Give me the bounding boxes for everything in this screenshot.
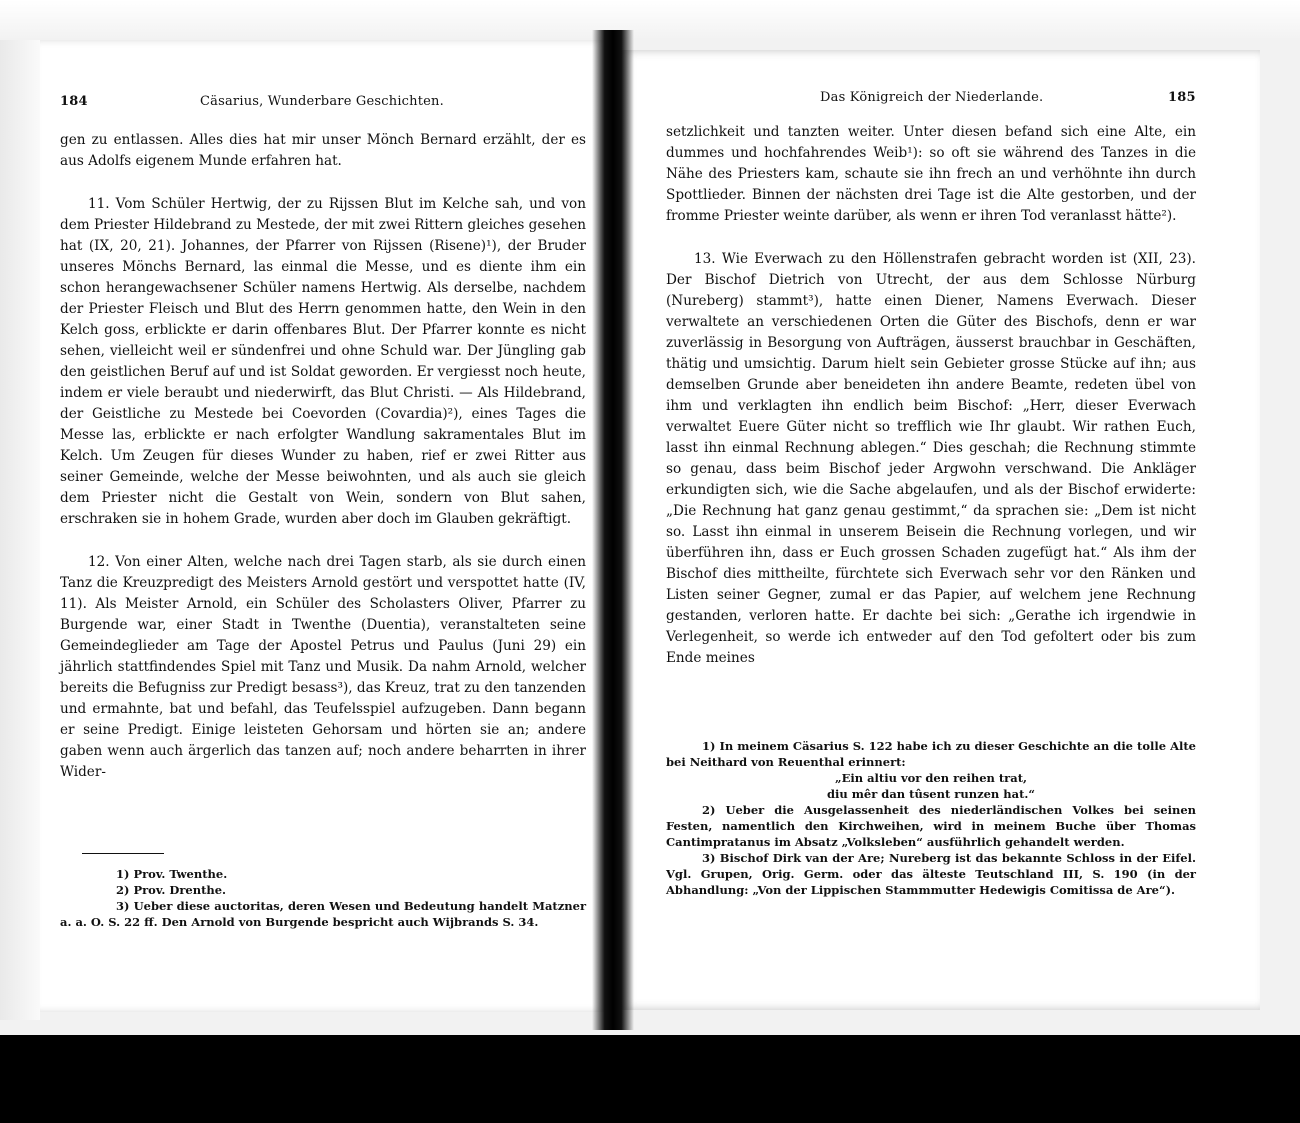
left-page: [40, 40, 608, 1012]
footnote: 3) Ueber diese auctoritas, deren Wesen und Bedeutung handelt Matzner a. a. O. S. 22 ff. Den Arnold von Burgende bespricht auch Wijbrands S. 34.: [60, 899, 586, 929]
footnote: 2) Prov. Drenthe.: [116, 883, 227, 897]
left-footnotes: [60, 866, 586, 930]
footnote-verse: diu mêr dan tûsent runzen hat.“: [826, 787, 1036, 801]
footnote: 1) Prov. Twenthe.: [116, 867, 228, 881]
book-gutter: [592, 30, 634, 1030]
left-paragraph: gen zu entlassen. Alles dies hat mir unser Mönch Bernard erzählt, der es aus Adolfs eigenem Munde erfahren hat.: [60, 132, 586, 169]
footnote-rule: [82, 853, 164, 854]
right-paragraph: 13. Wie Everwach zu den Höllenstrafen gebracht worden ist (XII, 23). Der Bischof Dietrich von Utrecht, der aus dem Schlosse Nürburg (Nureberg) stammt³), hatte einen Diener, Namens Everwach. Dieser verwaltete an verschiedenen Orten die Güter des Bischofs, denn er war zuverlässig in Besorgung von Aufträgen, äusserst brauchbar in Geschäften, thätig und umsichtig. Darum hielt sein Gebieter grosse Stücke auf ihn; aus demselben Grunde aber beneideten ihn andere Beamte, redeten übel von ihm und verklagten ihn endlich beim Bischof: „Herr, dieser Everwach verwaltet Euere Güter nicht so trefflich wie Ihr glaubt. Wir rathen Euch, lasst ihn einmal Rechnung ablegen.“ Dies geschah; die Rechnung stimmte so genau, dass beim Bischof jeder Argwohn verschwand. Die Ankläger erkundigten sich, wie die Sache abgelaufen, und als der Bischof erwiderte: „Die Rechnung hat ganz genau gestimmt,“ da sprachen sie: „Dem ist nicht so. Lasst ihn einmal in unserem Beisein die Rechnung vorlegen, und wir überführen ihn, dass er Euch grossen Schaden zugefügt hat.“ Als ihm der Bischof dies mittheilte, fürchtete sich Everwach sehr vor den Ränken und Listen seiner Gegner, zumal er das Papier, auf welchem jene Rechnung gestanden, verloren hatte. Er dachte bei sich: „Gerathe ich irgendwie in Verlegenheit, so werde ich entweder auf den Tod gefoltert oder bis zum Ende meines: [666, 251, 1196, 666]
left-text-column: [60, 130, 586, 783]
right-page: [620, 50, 1260, 1010]
right-footnotes: [666, 738, 1196, 898]
right-page-number: 185: [1168, 90, 1196, 105]
footnote: 1) In meinem Cäsarius S. 122 habe ich zu dieser Geschichte an die tolle Alte bei Neithard von Reuenthal erinnert:: [666, 739, 1196, 769]
bottom-black-band: [0, 1035, 1300, 1123]
left-page-edge: [0, 40, 40, 1020]
right-paragraph: setzlichkeit und tanzten weiter. Unter diesen befand sich eine Alte, ein dummes und hochfahrendes Weib¹): so oft sie während des Tanzes in die Nähe des Priesters kam, schaute sie ihn frech an und verhöhnte ihn durch Spottlieder. Binnen der nächsten drei Tage ist die Alte gestorben, und der fromme Priester weinte darüber, als wenn er ihren Tod veranlasst hätte²).: [666, 124, 1196, 224]
footnote-verse: „Ein altiu vor den reihen trat,: [834, 771, 1028, 785]
left-page-number: 184: [60, 94, 88, 109]
right-running-head: Das Königreich der Niederlande.: [820, 90, 1044, 105]
left-paragraph: 11. Vom Schüler Hertwig, der zu Rijssen Blut im Kelche sah, und von dem Priester Hildebrand zu Mestede, der mit zwei Rittern gleiches gesehen hat (IX, 20, 21). Johannes, der Pfarrer von Rijssen (Risene)¹), der Bruder unseres Mönchs Bernard, las einmal die Messe, und es diente ihm ein schon herangewachsener Schüler namens Hertwig. Als derselbe, nachdem der Priester Fleisch und Blut des Herrn genommen hatte, den Wein in den Kelch goss, erblickte er darin offenbares Blut. Der Pfarrer konnte es nicht sehen, vielleicht weil er sündenfrei und ohne Schuld war. Der Jüngling gab den geistlichen Beruf auf und ist Soldat geworden. Er vergiesst noch heute, indem er viele beraubt und niederwirft, das Blut Christi. — Als Hildebrand, der Geistliche zu Mestede bei Coevorden (Covardia)²), eines Tages die Messe las, erblickte er nach erfolgter Wandlung sakramentales Blut im Kelch. Um Zeugen für dieses Wunder zu haben, rief er zwei Ritter aus seiner Gemeinde, welche der Messe beiwohnten, und als auch sie gleich dem Priester nicht die Gestalt von Wein, sondern von Blut sahen, erschraken sie in hohem Grade, wurden aber doch im Glauben gekräftigt.: [60, 196, 586, 527]
right-text-column: [666, 122, 1196, 669]
footnote: 2) Ueber die Ausgelassenheit des niederländischen Volkes bei seinen Festen, namentlich den Kirchweihen, wird in meinem Buche über Thomas Cantimpratanus im Absatz „Volksleben“ ausführlich gehandelt werden.: [666, 803, 1196, 849]
left-paragraph: 12. Von einer Alten, welche nach drei Tagen starb, als sie durch einen Tanz die Kreuzpredigt des Meisters Arnold gestört und verspottet hatte (IV, 11). Als Meister Arnold, ein Schüler des Scholasters Oliver, Pfarrer zu Burgende war, einer Stadt in Twenthe (Duentia), veranstalteten seine Gemeindeglieder am Tage der Apostel Petrus und Paulus (Juni 29) ein jährlich stattfindendes Spiel mit Tanz und Musik. Da nahm Arnold, welcher bereits die Befugniss zur Predigt besass³), das Kreuz, trat zu den tanzenden und ermahnte, bat und befahl, das Teufelsspiel aufzugeben. Dann begann er seine Predigt. Einige leisteten Gehorsam und hörten sie an; andere gaben wenn auch ärgerlich das tanzen auf; noch andere beharrten in ihrer Wider-: [60, 554, 586, 780]
footnote: 3) Bischof Dirk van der Are; Nureberg ist das bekannte Schloss in der Eifel. Vgl. Grupen, Orig. Germ. oder das älteste Teutschland III, S. 190 (in der Abhandlung: „Von der Lippischen Stammmutter Hedewigis Comitissa de Are“).: [666, 851, 1196, 897]
left-running-head: Cäsarius, Wunderbare Geschichten.: [200, 94, 444, 109]
top-paper-edge: [0, 0, 1300, 40]
